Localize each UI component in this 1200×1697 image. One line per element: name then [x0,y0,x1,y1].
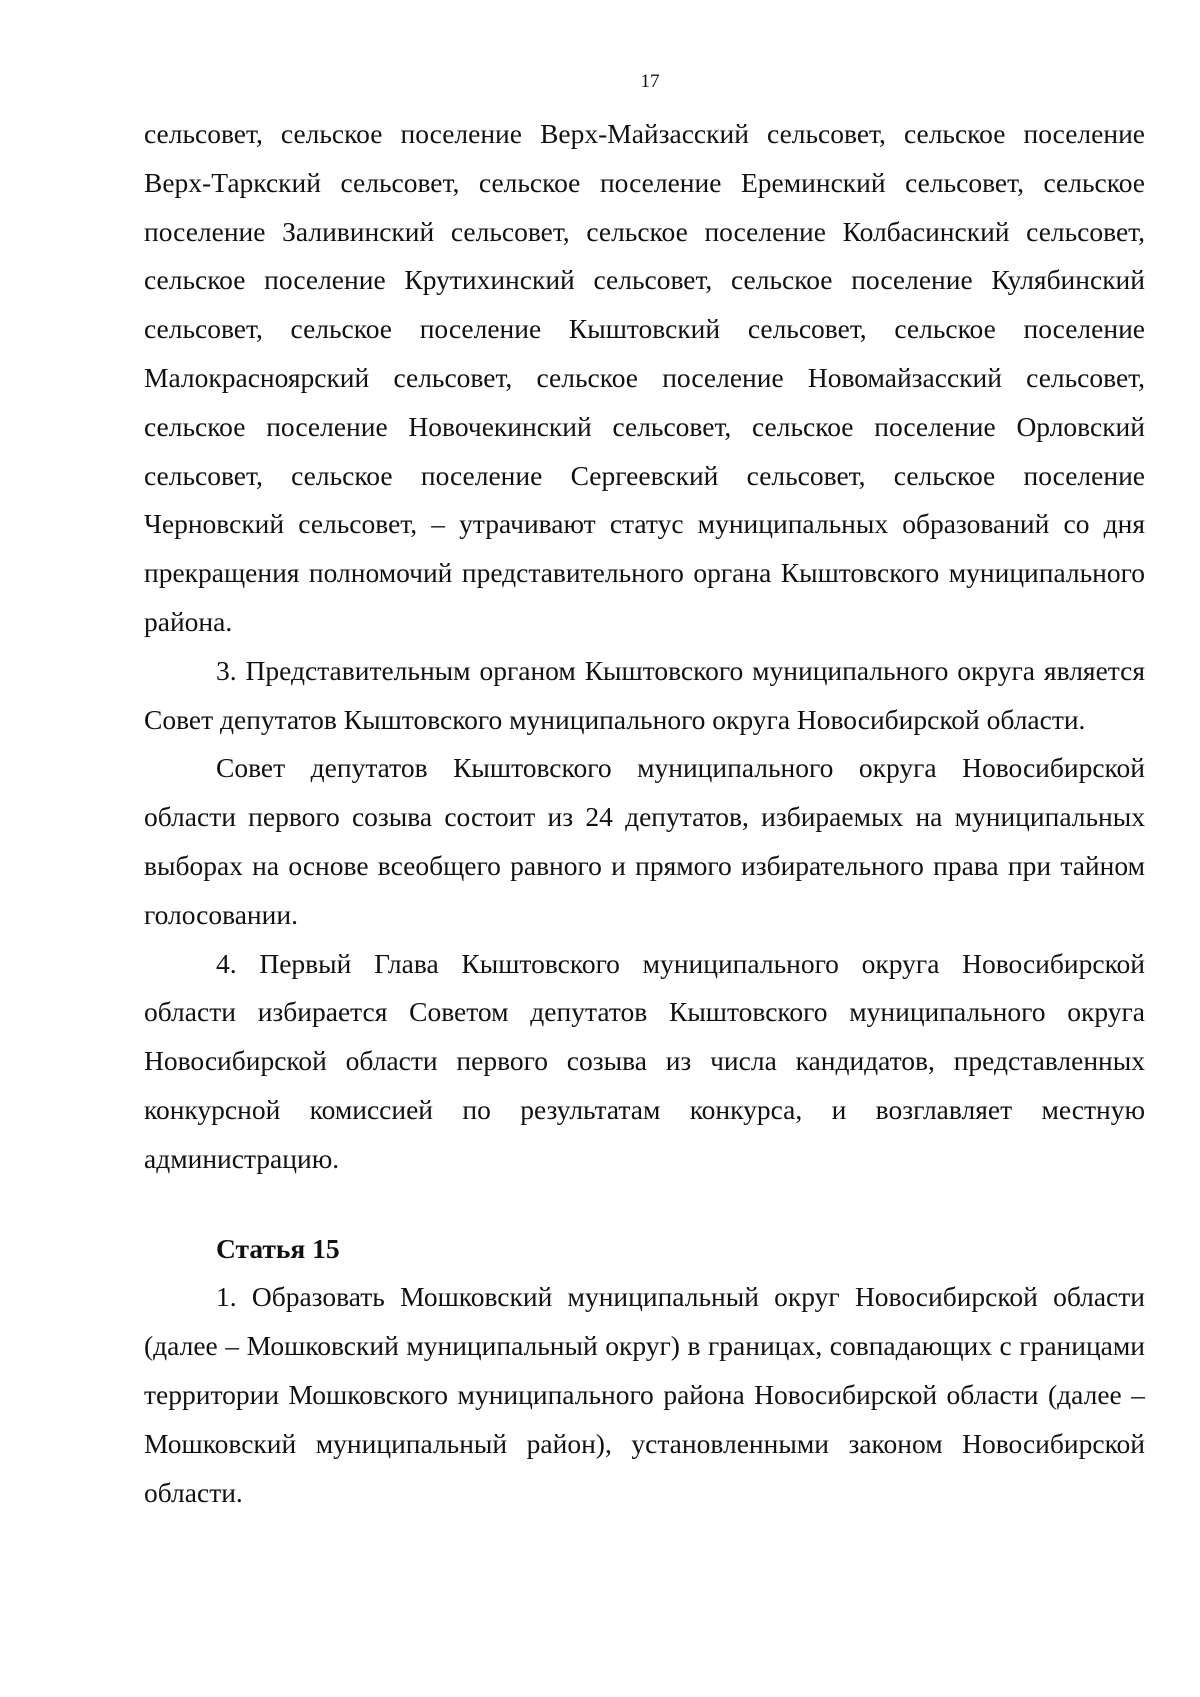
document-body [144,110,1145,1517]
page-number: 17 [640,71,660,92]
paragraph-representative-body: 3. Представительным органом Кыштовского муниципального округа является Совет депутатов Кыштовского муниципального округа Новосибирской области. [144,654,1145,735]
paragraph-council-composition: Совет депутатов Кыштовского муниципального округа Новосибирской области первого созыва состоит из 24 депутатов, избираемых на муниципальных выборах на основе всеобщего равного и прямого избирательного права при тайном голосовании. [144,752,1145,930]
paragraph-municipal-status: сельсовет, сельское поселение Верх-Майзасский сельсовет, сельское поселение Верх-Таркский сельсовет, сельское поселение Ереминский сельсовет, сельское поселение Заливинский сельсовет, сельское поселение Колбасинский сельсовет, сельское поселение Крутихинский сельсовет, сельское поселение Кулябинский сельсовет, сельское поселение Кыштовский сельсовет, сельское поселение Малокрасноярский сельсовет, сельское поселение Новомайзасский сельсовет, сельское поселение Новочекинский сельсовет, сельское поселение Орловский сельсовет, сельское поселение Сергеевский сельсовет, сельское поселение Черновский сельсовет, – утрачивают статус муниципальных образований со дня прекращения полномочий представительного органа Кыштовского муниципального района. [144,118,1145,637]
paragraph-first-head: 4. Первый Глава Кыштовского муниципального округа Новосибирской области избирается Советом депутатов Кыштовского муниципального округа Новосибирской области первого созыва из числа кандидатов, представленных конкурсной комиссией по результатам конкурса, и возглавляет местную администрацию. [144,947,1145,1174]
paragraph-moshkovsky-formation: 1. Образовать Мошковский муниципальный округ Новосибирской области (далее – Мошковский муниципальный округ) в границах, совпадающих с границами территории Мошковского муниципального района Новосибирской области (далее – Мошковский муниципальный район), установленными законом Новосибирской области. [144,1281,1145,1508]
article-heading: Статья 15 [216,1232,340,1264]
